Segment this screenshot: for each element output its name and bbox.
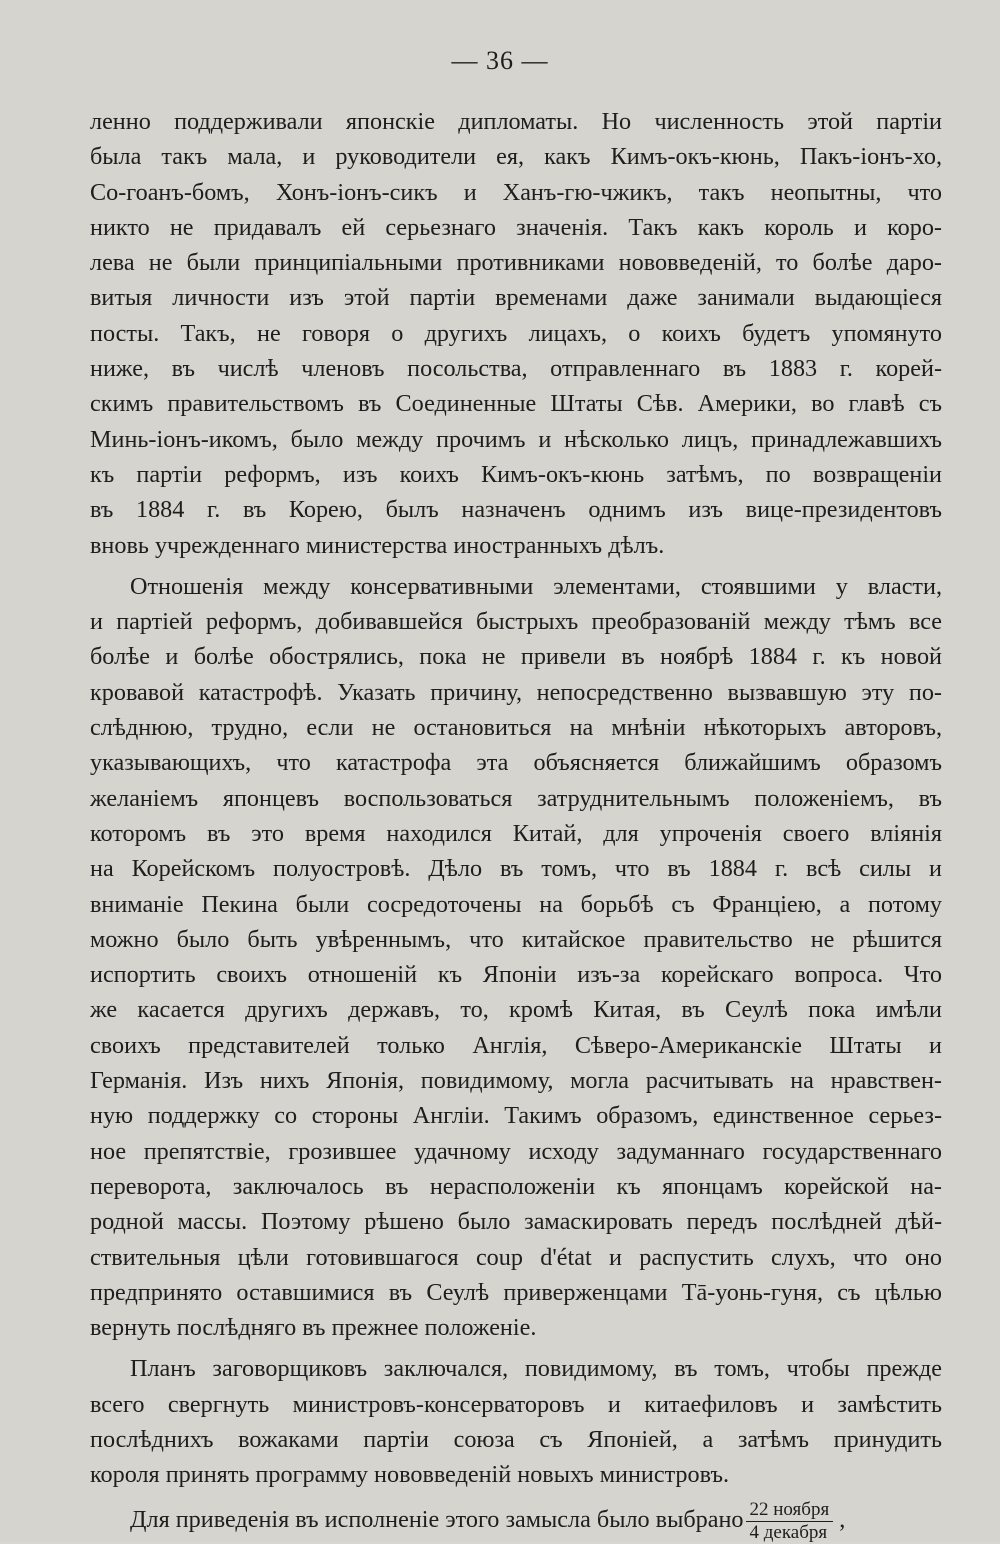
text-line: въ 1884 г. въ Корею, былъ назначенъ однимъ изъ вице-президентовъ <box>90 496 942 524</box>
text-line: слѣднюю, трудно, если не остановиться на мнѣніи нѣкоторыхъ авторовъ, <box>90 714 942 742</box>
final-line-text: Для приведенія въ исполненіе этого замысла было выбрано <box>130 1505 744 1533</box>
text-line: никто не придавалъ ей серьезнаго значенія. Такъ какъ король и коро- <box>90 213 942 241</box>
date-old-style: 22 ноября <box>746 1499 834 1522</box>
text-line: Минь-іонъ-икомъ, было между прочимъ и нѣсколько лицъ, принадлежавшихъ <box>90 425 942 453</box>
text-line: ную поддержку со стороны Англіи. Такимъ образомъ, единственное серьез- <box>90 1102 942 1130</box>
text-line: указывающихъ, что катастрофа эта объясняется ближайшимъ образомъ <box>90 749 942 777</box>
text-line: ниже, въ числѣ членовъ посольства, отправленнаго въ 1883 г. корей- <box>90 355 942 383</box>
text-line: вниманіе Пекина были сосредоточены на борьбѣ съ Франціею, а потому <box>90 890 942 918</box>
text-line: лева не были принципіальными противниками нововведеній, то болѣе даро- <box>90 249 942 277</box>
body-text <box>90 104 942 1543</box>
text-line: которомъ въ это время находился Китай, для упроченія своего вліянія <box>90 819 942 847</box>
text-line: желаніемъ японцевъ воспользоваться затруднительнымъ положеніемъ, въ <box>90 784 942 812</box>
text-line: послѣднихъ вожаками партіи союза съ Японіей, а затѣмъ принудить <box>90 1425 942 1453</box>
text-line: скимъ правительствомъ въ Соединенные Штаты Сѣв. Америки, во главѣ съ <box>90 390 942 418</box>
paragraph-4 <box>90 1498 942 1543</box>
text-line: на Корейскомъ полуостровѣ. Дѣло въ томъ, что въ 1884 г. всѣ силы и <box>90 855 942 883</box>
final-line-trailing: , <box>839 1505 846 1533</box>
text-line: переворота, заключалось въ нерасположеніи къ японцамъ корейской на- <box>90 1172 942 1200</box>
text-line: витыя личности изъ этой партіи временами даже занимали выдающіеся <box>90 284 942 312</box>
paragraph-1 <box>90 104 942 563</box>
text-line: своихъ представителей только Англія, Сѣверо-Американскіе Штаты и <box>90 1031 942 1059</box>
date-new-style: 4 декабря <box>749 1521 828 1543</box>
text-line: кровавой катастрофѣ. Указать причину, непосредственно вызвавшую эту по- <box>90 678 942 706</box>
text-line: Планъ заговорщиковъ заключался, повидимому, въ томъ, чтобы прежде <box>130 1355 942 1383</box>
text-line: предпринято оставшимися въ Сеулѣ приверженцами Тā-уонь-гуня, съ цѣлью <box>90 1278 942 1306</box>
paragraph-2 <box>90 569 942 1346</box>
text-line: къ партіи реформъ, изъ коихъ Кимъ-окъ-кюнь затѣмъ, по возвращеніи <box>90 460 942 488</box>
text-line: и партіей реформъ, добивавшейся быстрыхъ преобразованій между тѣмъ все <box>90 608 942 636</box>
paragraph-3 <box>90 1351 942 1492</box>
text-line: ствительныя цѣли готовившагося coup d'état и распустить слухъ, что оно <box>90 1243 942 1271</box>
text-line: Отношенія между консервативными элементами, стоявшими у власти, <box>130 572 942 600</box>
text-line: испортить своихъ отношеній къ Японіи изъ-за корейскаго вопроса. Что <box>90 961 942 989</box>
text-line: вернуть послѣдняго въ прежнее положеніе. <box>90 1314 537 1342</box>
text-line: вновь учрежденнаго министерства иностранныхъ дѣлъ. <box>90 531 665 559</box>
text-line: Со-гоанъ-бомъ, Хонъ-іонъ-сикъ и Ханъ-гю-чжикъ, такъ неопытны, что <box>90 178 942 206</box>
text-line: Германія. Изъ нихъ Японія, повидимому, могла расчитывать на нравствен- <box>90 1067 942 1095</box>
text-line: всего свергнуть министровъ-консерваторовъ и китаефиловъ и замѣстить <box>90 1390 942 1418</box>
text-line: ленно поддерживали японскіе дипломаты. Но численность этой партіи <box>90 108 942 135</box>
text-line: можно было быть увѣреннымъ, что китайское правительство не рѣшится <box>90 925 942 953</box>
text-line: же касается другихъ державъ, то, кромѣ Китая, въ Сеулѣ пока имѣли <box>90 996 942 1024</box>
text-line: посты. Такъ, не говоря о другихъ лицахъ, о коихъ будетъ упомянуто <box>90 319 942 347</box>
text-line: болѣе и болѣе обострялись, пока не привели въ ноябрѣ 1884 г. къ новой <box>90 643 942 671</box>
text-line: была такъ мала, и руководители ея, какъ Кимъ-окъ-кюнь, Пакъ-іонъ-хо, <box>90 143 942 171</box>
text-line: короля принять программу нововведеній новыхъ министровъ. <box>90 1461 729 1489</box>
text-line: ное препятствіе, грозившее удачному исходу задуманнаго государственнаго <box>90 1137 942 1165</box>
text-line: родной массы. Поэтому рѣшено было замаскировать передъ послѣдней дѣй- <box>90 1208 942 1236</box>
date-fraction <box>746 1499 834 1544</box>
page-number: — 36 — <box>451 46 549 75</box>
